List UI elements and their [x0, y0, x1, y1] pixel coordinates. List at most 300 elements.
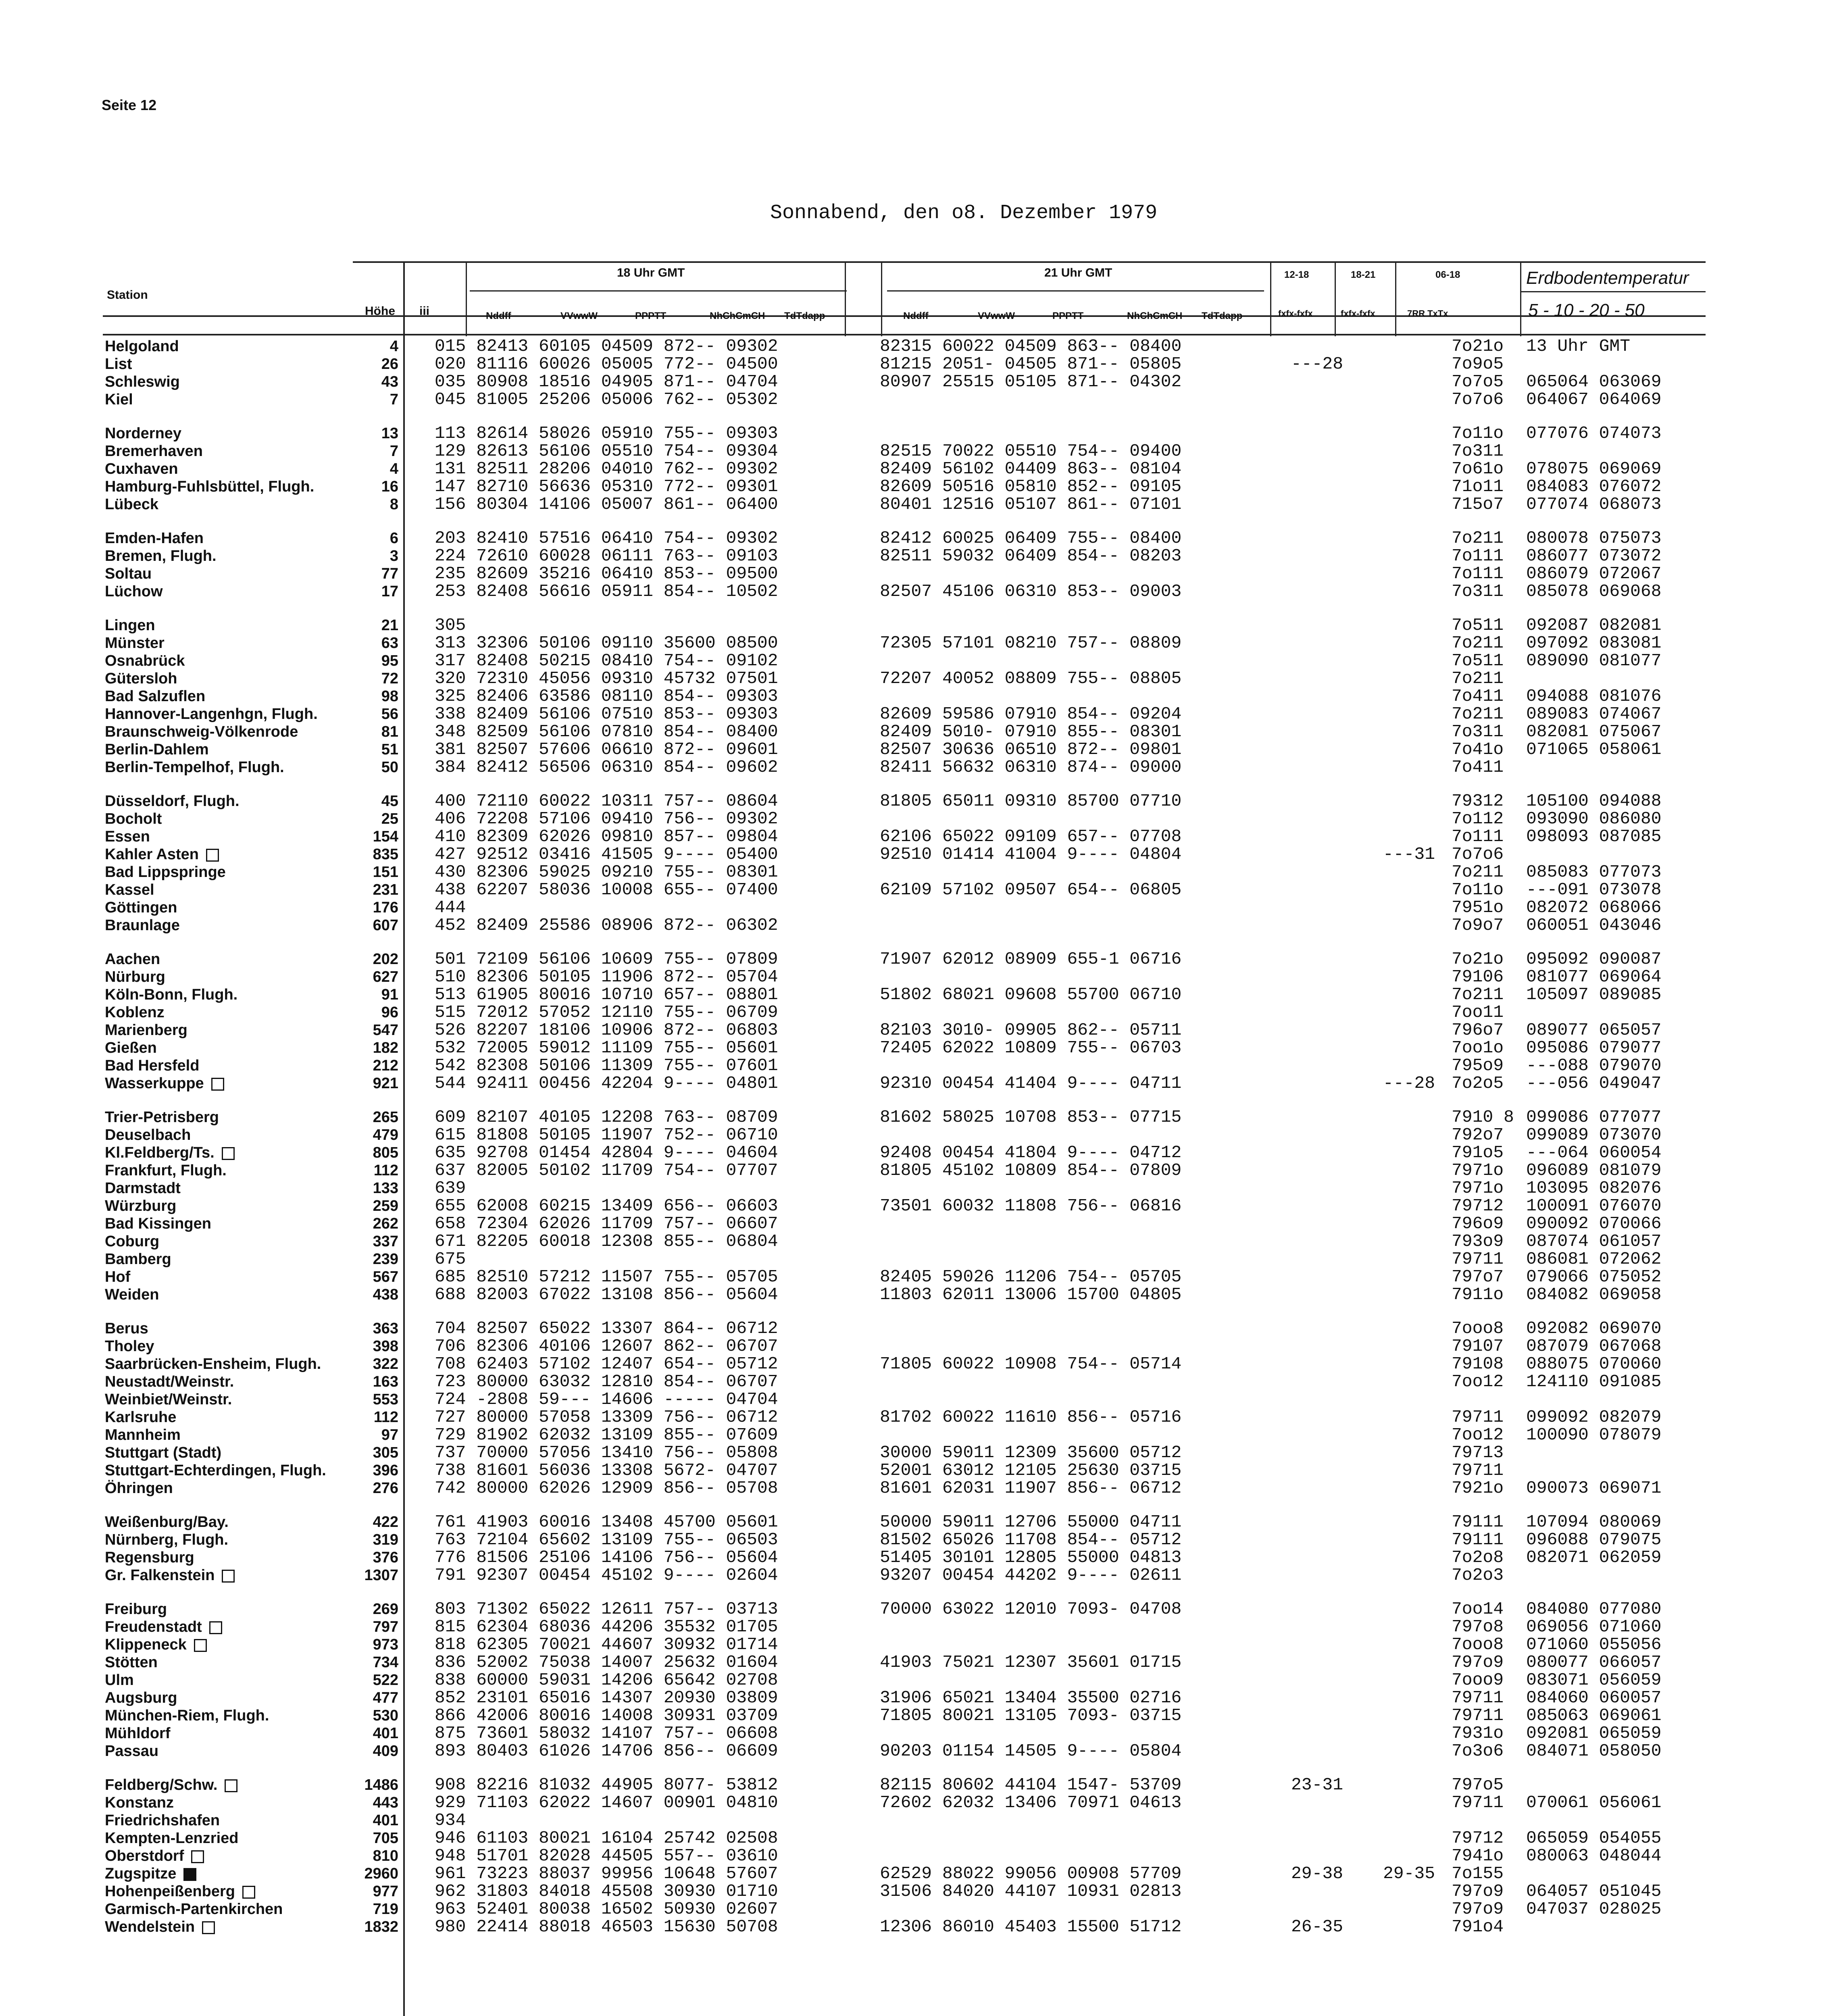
station-name: Berlin-Dahlem: [105, 741, 209, 758]
obs-18-utc: 946 61103 80021 16104 25742 02508: [435, 1828, 778, 1848]
obs-18-utc: 400 72110 60022 10311 757-- 08604: [435, 791, 778, 811]
obs-18-utc: 688 82003 67022 13108 856-- 05604: [435, 1285, 778, 1304]
station-name: Aachen: [105, 951, 160, 968]
station-height: 202: [373, 951, 398, 968]
soil-temperature: 082072 068066: [1526, 898, 1662, 917]
sub18-label: NhChCmCH: [710, 310, 765, 321]
obs-21-utc: 81805 65011 09310 85700 07710: [880, 791, 1182, 811]
extreme-06-18: 7o7o6: [1452, 844, 1504, 864]
station-height: 376: [373, 1549, 398, 1566]
extreme-06-18: 79312: [1452, 791, 1504, 811]
filled-box-icon: [183, 1868, 196, 1881]
obs-21-utc: 81805 45102 10809 854-- 07809: [880, 1160, 1182, 1180]
extreme-06-18: 79111: [1452, 1512, 1504, 1532]
open-box-icon: [191, 1850, 204, 1863]
obs-21-utc: 41903 75021 12307 35601 01715: [880, 1652, 1182, 1672]
header-iii: iii: [419, 304, 430, 318]
station-name: Braunlage: [105, 917, 180, 934]
soil-temperature: 085078 069068: [1526, 581, 1662, 601]
station-height: 8: [390, 496, 398, 513]
obs-18-utc: 635 92708 01454 42804 9---- 04604: [435, 1143, 778, 1162]
station-name: Osnabrück: [105, 652, 185, 669]
obs-18-utc: 384 82412 56506 06310 854-- 09602: [435, 757, 778, 777]
obs-18-utc: 675: [435, 1249, 466, 1269]
station-height: 269: [373, 1601, 398, 1618]
obs-21-utc: 70000 63022 12010 7093- 04708: [880, 1599, 1182, 1619]
station-height: 398: [373, 1338, 398, 1355]
station-height: 72: [381, 670, 398, 687]
open-box-icon: [202, 1921, 215, 1934]
station-height: 6: [390, 530, 398, 547]
station-name: Helgoland: [105, 338, 179, 355]
extreme-12-18: 29-38: [1291, 1864, 1344, 1883]
extreme-06-18: 797o5: [1452, 1775, 1504, 1795]
obs-18-utc: 544 92411 00456 42204 9---- 04801: [435, 1073, 778, 1093]
extreme-06-18: 796o7: [1452, 1020, 1504, 1040]
station-height: 95: [381, 652, 398, 669]
obs-21-utc: 82103 3010- 09905 862-- 05711: [880, 1020, 1182, 1040]
soil-temperature: 087074 061057: [1526, 1231, 1662, 1251]
obs-18-utc: 836 52002 75038 14007 25632 01604: [435, 1652, 778, 1672]
obs-18-utc: 803 71302 65022 12611 757-- 03713: [435, 1599, 778, 1619]
station-height: 50: [381, 759, 398, 776]
obs-21-utc: 82515 70022 05510 754-- 09400: [880, 441, 1182, 461]
station-name: Hof: [105, 1268, 131, 1285]
obs-18-utc: 724 -2808 59--- 14606 ----- 04704: [435, 1389, 778, 1409]
header-e2-sub: fxfx-fxfx: [1341, 308, 1375, 319]
obs-21-utc: 11803 62011 13006 15700 04805: [880, 1285, 1182, 1304]
sub18-label: VVwwW: [560, 310, 598, 321]
soil-temperature: 090073 069071: [1526, 1478, 1662, 1498]
obs-18-utc: 658 72304 62026 11709 757-- 06607: [435, 1214, 778, 1233]
obs-21-utc: 90203 01154 14505 9---- 05804: [880, 1741, 1182, 1761]
extreme-06-18: 79107: [1452, 1336, 1504, 1356]
soil-temperature: 13 Uhr GMT: [1526, 336, 1631, 356]
station-name: Wendelstein: [105, 1918, 355, 1935]
header-station: Station: [107, 288, 148, 302]
extreme-06-18: 7oo14: [1452, 1599, 1504, 1619]
station-height: 45: [381, 793, 398, 810]
extreme-06-18: 7931o: [1452, 1723, 1504, 1743]
station-height: 16: [381, 478, 398, 495]
station-height: 477: [373, 1689, 398, 1706]
obs-18-utc: 838 60000 59031 14206 65642 02708: [435, 1670, 778, 1690]
obs-18-utc: 045 81005 25206 05006 762-- 05302: [435, 389, 778, 409]
obs-18-utc: 962 31803 84018 45508 30930 01710: [435, 1881, 778, 1901]
obs-18-utc: 501 72109 56106 10609 755-- 07809: [435, 949, 778, 969]
soil-temperature: 100091 076070: [1526, 1196, 1662, 1216]
obs-21-utc: 80401 12516 05107 861-- 07101: [880, 494, 1182, 514]
extreme-06-18: 7o411: [1452, 757, 1504, 777]
station-name: Freiburg: [105, 1601, 167, 1618]
extreme-06-18: 7oo1o: [1452, 1038, 1504, 1058]
station-height: 133: [373, 1180, 398, 1197]
soil-temperature: 088075 070060: [1526, 1354, 1662, 1374]
extreme-06-18: 7o2o8: [1452, 1547, 1504, 1567]
station-name: Koblenz: [105, 1004, 165, 1021]
soil-temperature: 080077 066057: [1526, 1652, 1662, 1672]
open-box-icon: [225, 1779, 237, 1792]
obs-18-utc: 852 23101 65016 14307 20930 03809: [435, 1688, 778, 1708]
obs-18-utc: 381 82507 57606 06610 872-- 09601: [435, 739, 778, 759]
station-name: Feldberg/Schw.: [105, 1776, 355, 1793]
obs-18-utc: 313 32306 50106 09110 35600 08500: [435, 633, 778, 653]
soil-temperature: 085063 069061: [1526, 1706, 1662, 1725]
station-name: Bremerhaven: [105, 443, 203, 460]
station-name: Konstanz: [105, 1794, 174, 1811]
station-name: Öhringen: [105, 1480, 173, 1497]
extreme-06-18: 797o8: [1452, 1617, 1504, 1637]
open-box-icon: [222, 1570, 235, 1583]
obs-18-utc: 129 82613 56106 05510 754-- 09304: [435, 441, 778, 461]
obs-18-utc: 430 82306 59025 09210 755-- 08301: [435, 862, 778, 882]
station-name: Braunschweig-Völkenrode: [105, 723, 298, 740]
extreme-06-18: 793o9: [1452, 1231, 1504, 1251]
soil-temperature: ---056 049047: [1526, 1073, 1662, 1093]
soil-temperature: 089090 081077: [1526, 651, 1662, 671]
soil-temperature: 080063 048044: [1526, 1846, 1662, 1866]
station-height: 239: [373, 1251, 398, 1268]
soil-temperature: 071060 055056: [1526, 1635, 1662, 1654]
station-name: Hohenpeißenberg: [105, 1883, 355, 1900]
obs-18-utc: 305: [435, 615, 466, 635]
sub18-label: PPPTT: [635, 310, 667, 321]
station-height: 21: [381, 617, 398, 634]
soil-temperature: 084083 076072: [1526, 477, 1662, 496]
extreme-06-18: 7o311: [1452, 441, 1504, 461]
obs-21-utc: 82315 60022 04509 863-- 08400: [880, 336, 1182, 356]
station-height: 25: [381, 810, 398, 827]
obs-21-utc: 82409 5010- 07910 855-- 08301: [880, 722, 1182, 741]
obs-18-utc: 961 73223 88037 99956 10648 57607: [435, 1864, 778, 1883]
sub21-label: TdTdapp: [1202, 310, 1243, 321]
open-box-icon: [242, 1886, 255, 1899]
header-e1-sub: fxfx-fxfx: [1278, 308, 1313, 319]
obs-18-utc: 615 81808 50105 11907 752-- 06710: [435, 1125, 778, 1145]
extreme-12-18: ---28: [1291, 354, 1344, 374]
station-height: 1307: [364, 1567, 398, 1584]
obs-18-utc: 253 82408 56616 05911 854-- 10502: [435, 581, 778, 601]
soil-temperature: 081077 069064: [1526, 967, 1662, 987]
extreme-06-18: 7941o: [1452, 1846, 1504, 1866]
soil-temperature: 083071 056059: [1526, 1670, 1662, 1690]
station-height: 112: [373, 1162, 398, 1179]
col-rule-e3: [1395, 261, 1396, 336]
obs-18-utc: 113 82614 58026 05910 755-- 09303: [435, 423, 778, 443]
station-height: 1486: [364, 1776, 398, 1793]
soil-temperature: 065064 063069: [1526, 372, 1662, 392]
station-height: 607: [373, 917, 398, 934]
obs-21-utc: 82405 59026 11206 754-- 05705: [880, 1267, 1182, 1287]
station-height: 443: [373, 1794, 398, 1811]
obs-18-utc: 156 80304 14106 05007 861-- 06400: [435, 494, 778, 514]
obs-21-utc: 81702 60022 11610 856-- 05716: [880, 1407, 1182, 1427]
obs-18-utc: 737 70000 57056 13410 756-- 05808: [435, 1443, 778, 1462]
obs-18-utc: 513 61905 80016 10710 657-- 08801: [435, 985, 778, 1004]
obs-21-utc: 80907 25515 05105 871-- 04302: [880, 372, 1182, 392]
obs-18-utc: 020 81116 60026 05005 772-- 04500: [435, 354, 778, 374]
group21-underline: [887, 290, 1264, 292]
station-height: 13: [381, 425, 398, 442]
obs-18-utc: 338 82409 56106 07510 853-- 09303: [435, 704, 778, 724]
obs-18-utc: 866 42006 80016 14008 30931 03709: [435, 1706, 778, 1725]
extreme-06-18: 7o11o: [1452, 880, 1504, 900]
extreme-06-18: 791o4: [1452, 1917, 1504, 1937]
station-name: Münster: [105, 635, 165, 652]
station-height: 81: [381, 723, 398, 740]
station-name: Bad Salzuflen: [105, 688, 206, 705]
obs-21-utc: 82609 50516 05810 852-- 09105: [880, 477, 1182, 496]
obs-18-utc: 776 81506 25106 14106 756-- 05604: [435, 1547, 778, 1567]
extreme-06-18: 7oo11: [1452, 1002, 1504, 1022]
extreme-06-18: 7o311: [1452, 581, 1504, 601]
obs-18-utc: 637 82005 50102 11709 754-- 07707: [435, 1160, 778, 1180]
obs-18-utc: 980 22414 88018 46503 15630 50708: [435, 1917, 778, 1937]
obs-21-utc: 82609 59586 07910 854-- 09204: [880, 704, 1182, 724]
obs-18-utc: 729 81902 62032 13109 855-- 07609: [435, 1425, 778, 1445]
extreme-06-18: 7o411: [1452, 686, 1504, 706]
obs-21-utc: 52001 63012 12105 25630 03715: [880, 1460, 1182, 1480]
soil-temperature: 084071 058050: [1526, 1741, 1662, 1761]
extreme-06-18: 7o9o5: [1452, 354, 1504, 374]
obs-18-utc: 532 72005 59012 11109 755-- 05601: [435, 1038, 778, 1058]
extreme-06-18: 7oo12: [1452, 1425, 1504, 1445]
extreme-06-18: 79712: [1452, 1196, 1504, 1216]
soil-temperature: 086077 073072: [1526, 546, 1662, 566]
station-name: Berus: [105, 1320, 148, 1337]
open-box-icon: [222, 1147, 235, 1160]
station-height: 43: [381, 373, 398, 390]
station-name: Cuxhaven: [105, 460, 178, 477]
soil-temperature: 103095 082076: [1526, 1178, 1662, 1198]
station-height: 627: [373, 968, 398, 985]
obs-18-utc: 515 72012 57052 12110 755-- 06709: [435, 1002, 778, 1022]
header-18-uhr: 18 Uhr GMT: [617, 266, 685, 279]
soil-temperature: 092082 069070: [1526, 1318, 1662, 1338]
extreme-06-18: 7o511: [1452, 615, 1504, 635]
station-height: 7: [390, 391, 398, 408]
station-name: List: [105, 356, 132, 373]
extreme-06-18: 797o7: [1452, 1267, 1504, 1287]
obs-18-utc: 738 81601 56036 13308 5672- 04707: [435, 1460, 778, 1480]
extreme-06-18: 7o21o: [1452, 949, 1504, 969]
station-name: Darmstadt: [105, 1180, 181, 1197]
obs-21-utc: 82409 56102 04409 863-- 08104: [880, 459, 1182, 479]
station-name: München-Riem, Flugh.: [105, 1707, 269, 1724]
soil-temperature: 090092 070066: [1526, 1214, 1662, 1233]
station-height: 154: [373, 828, 398, 845]
station-name: Tholey: [105, 1338, 154, 1355]
extreme-06-18: 7o111: [1452, 546, 1504, 566]
obs-21-utc: 92310 00454 41404 9---- 04711: [880, 1073, 1182, 1093]
station-height: 265: [373, 1109, 398, 1126]
station-name: Köln-Bonn, Flugh.: [105, 986, 238, 1003]
obs-18-utc: 609 82107 40105 12208 763-- 08709: [435, 1107, 778, 1127]
station-name: Düsseldorf, Flugh.: [105, 793, 240, 810]
station-height: 262: [373, 1215, 398, 1232]
station-name: Weiden: [105, 1286, 159, 1303]
station-name: Wasserkuppe: [105, 1075, 355, 1092]
soil-temperature: 064057 051045: [1526, 1881, 1662, 1901]
extreme-06-18: 7o41o: [1452, 739, 1504, 759]
obs-21-utc: 92510 01414 41004 9---- 04804: [880, 844, 1182, 864]
soil-temperature: 098093 087085: [1526, 827, 1662, 846]
extreme-06-18: 79711: [1452, 1407, 1504, 1427]
obs-21-utc: 51405 30101 12805 55000 04813: [880, 1547, 1182, 1567]
obs-18-utc: 452 82409 25586 08906 872-- 06302: [435, 915, 778, 935]
station-name: Bamberg: [105, 1251, 171, 1268]
header-e3-sub: 7RR TxTx: [1407, 308, 1448, 319]
station-name: Gr. Falkenstein: [105, 1567, 355, 1584]
station-height: 522: [373, 1672, 398, 1689]
station-height: 176: [373, 899, 398, 916]
station-name: Gießen: [105, 1039, 157, 1056]
station-height: 409: [373, 1743, 398, 1760]
obs-21-utc: 72207 40052 08809 755-- 08805: [880, 669, 1182, 688]
station-height: 422: [373, 1514, 398, 1531]
obs-21-utc: 30000 59011 12309 35600 05712: [880, 1443, 1182, 1462]
station-name: Stötten: [105, 1654, 158, 1671]
soil-temperature: 047037 028025: [1526, 1899, 1662, 1919]
obs-18-utc: 742 80000 62026 12909 856-- 05708: [435, 1478, 778, 1498]
station-height: 530: [373, 1707, 398, 1724]
station-name: Regensburg: [105, 1549, 194, 1566]
station-name: Bad Kissingen: [105, 1215, 211, 1232]
col-rule-18: [466, 261, 467, 336]
obs-18-utc: 444: [435, 898, 466, 917]
obs-18-utc: 317 82408 50215 08410 754-- 09102: [435, 651, 778, 671]
open-box-icon: [194, 1639, 207, 1652]
station-height: 182: [373, 1039, 398, 1056]
obs-18-utc: 761 41903 60016 13408 45700 05601: [435, 1512, 778, 1532]
station-height: 401: [373, 1812, 398, 1829]
obs-21-utc: 12306 86010 45403 15500 51712: [880, 1917, 1182, 1937]
extreme-06-18: 7o211: [1452, 862, 1504, 882]
sub21-label: NhChCmCH: [1127, 310, 1183, 321]
header-top-rule: [353, 261, 1706, 263]
soil-temperature: 078075 069069: [1526, 459, 1662, 479]
extreme-06-18: 7ooo8: [1452, 1318, 1504, 1338]
extreme-12-18: 23-31: [1291, 1775, 1344, 1795]
extreme-06-18: 7o211: [1452, 985, 1504, 1004]
extreme-06-18: 7o111: [1452, 827, 1504, 846]
soil-temperature: 105097 089085: [1526, 985, 1662, 1004]
soil-temperature: 082071 062059: [1526, 1547, 1662, 1567]
soil-temperature: 082081 075067: [1526, 722, 1662, 741]
open-box-icon: [206, 849, 219, 862]
obs-18-utc: 818 62305 70021 44607 30932 01714: [435, 1635, 778, 1654]
obs-18-utc: 948 51701 82028 44505 557-- 03610: [435, 1846, 778, 1866]
station-name: Gütersloh: [105, 670, 177, 687]
soil-temperature: 080078 075073: [1526, 528, 1662, 548]
obs-21-utc: 50000 59011 12706 55000 04711: [880, 1512, 1182, 1532]
soil-temperature: 064067 064069: [1526, 389, 1662, 409]
extreme-12-18: 26-35: [1291, 1917, 1344, 1937]
obs-18-utc: 427 92512 03416 41505 9---- 05400: [435, 844, 778, 864]
soil-temperature: 069056 071060: [1526, 1617, 1662, 1637]
station-height: 212: [373, 1057, 398, 1074]
extreme-06-18: 7o211: [1452, 669, 1504, 688]
soil-temperature: 060051 043046: [1526, 915, 1662, 935]
station-name: Ulm: [105, 1672, 134, 1689]
extreme-06-18: 79711: [1452, 1706, 1504, 1725]
obs-21-utc: 92408 00454 41804 9---- 04712: [880, 1143, 1182, 1162]
obs-21-utc: 81502 65026 11708 854-- 05712: [880, 1530, 1182, 1549]
extreme-06-18: 7o7o5: [1452, 372, 1504, 392]
extreme-06-18: 7o211: [1452, 633, 1504, 653]
soil-temperature: 071065 058061: [1526, 739, 1662, 759]
station-name: Norderney: [105, 425, 182, 442]
extreme-06-18: 79106: [1452, 967, 1504, 987]
extreme-06-18: 7971o: [1452, 1178, 1504, 1198]
station-name: Oberstdorf: [105, 1847, 355, 1864]
extreme-06-18: 7oo12: [1452, 1372, 1504, 1391]
extreme-06-18: 7o112: [1452, 809, 1504, 829]
station-height: 977: [373, 1883, 398, 1900]
soil-temperature: 096089 081079: [1526, 1160, 1662, 1180]
station-height: 396: [373, 1462, 398, 1479]
soil-temperature: 086079 072067: [1526, 564, 1662, 583]
station-height: 259: [373, 1198, 398, 1214]
extreme-06-18: 7o155: [1452, 1864, 1504, 1883]
station-height: 363: [373, 1320, 398, 1337]
obs-21-utc: 51802 68021 09608 55700 06710: [880, 985, 1182, 1004]
station-height: 479: [373, 1127, 398, 1143]
extreme-06-18: 7o61o: [1452, 459, 1504, 479]
extreme-06-18: 7971o: [1452, 1160, 1504, 1180]
header-erdboden-depths: 5 - 10 - 20 - 50: [1528, 300, 1645, 320]
extreme-06-18: 795o9: [1452, 1056, 1504, 1075]
obs-18-utc: 131 82511 28206 04010 762-- 09302: [435, 459, 778, 479]
station-height: 835: [373, 846, 398, 863]
header-21-uhr: 21 Uhr GMT: [1044, 266, 1112, 279]
extreme-06-18: 792o7: [1452, 1125, 1504, 1145]
station-name: Göttingen: [105, 899, 177, 916]
extreme-06-18: 79712: [1452, 1828, 1504, 1848]
soil-temperature: 079066 075052: [1526, 1267, 1662, 1287]
station-name: Kl.Feldberg/Ts.: [105, 1144, 355, 1161]
station-name: Klippeneck: [105, 1636, 355, 1653]
sub18-label: Nddff: [486, 310, 511, 321]
station-name: Augsburg: [105, 1689, 177, 1706]
col-rule-hoehe: [403, 261, 405, 2016]
station-height: 567: [373, 1268, 398, 1285]
extreme-06-18: 71o11: [1452, 477, 1504, 496]
station-name: Weißenburg/Bay.: [105, 1514, 229, 1531]
station-height: 401: [373, 1725, 398, 1742]
soil-temperature: 087079 067068: [1526, 1336, 1662, 1356]
station-name: Deuselbach: [105, 1127, 191, 1143]
soil-temperature: 099086 077077: [1526, 1107, 1662, 1127]
soil-temperature: 084080 077080: [1526, 1599, 1662, 1619]
obs-18-utc: 763 72104 65602 13109 755-- 06503: [435, 1530, 778, 1549]
col-rule-e2: [1335, 261, 1336, 336]
station-height: 151: [373, 864, 398, 881]
station-name: Nürnberg, Flugh.: [105, 1531, 229, 1548]
station-name: Lübeck: [105, 496, 159, 513]
obs-21-utc: 73501 60032 11808 756-- 06816: [880, 1196, 1182, 1216]
obs-21-utc: 71907 62012 08909 655-1 06716: [880, 949, 1182, 969]
extreme-06-18: 797o9: [1452, 1899, 1504, 1919]
obs-18-utc: 815 62304 68036 44206 35532 01705: [435, 1617, 778, 1637]
soil-temperature: 105100 094088: [1526, 791, 1662, 811]
obs-18-utc: 510 82306 50105 11906 872-- 05704: [435, 967, 778, 987]
obs-18-utc: 203 82410 57516 06410 754-- 09302: [435, 528, 778, 548]
col-rule-mid: [845, 261, 846, 336]
station-name: Frankfurt, Flugh.: [105, 1162, 227, 1179]
extreme-06-18: 79108: [1452, 1354, 1504, 1374]
soil-temperature: 124110 091085: [1526, 1372, 1662, 1391]
